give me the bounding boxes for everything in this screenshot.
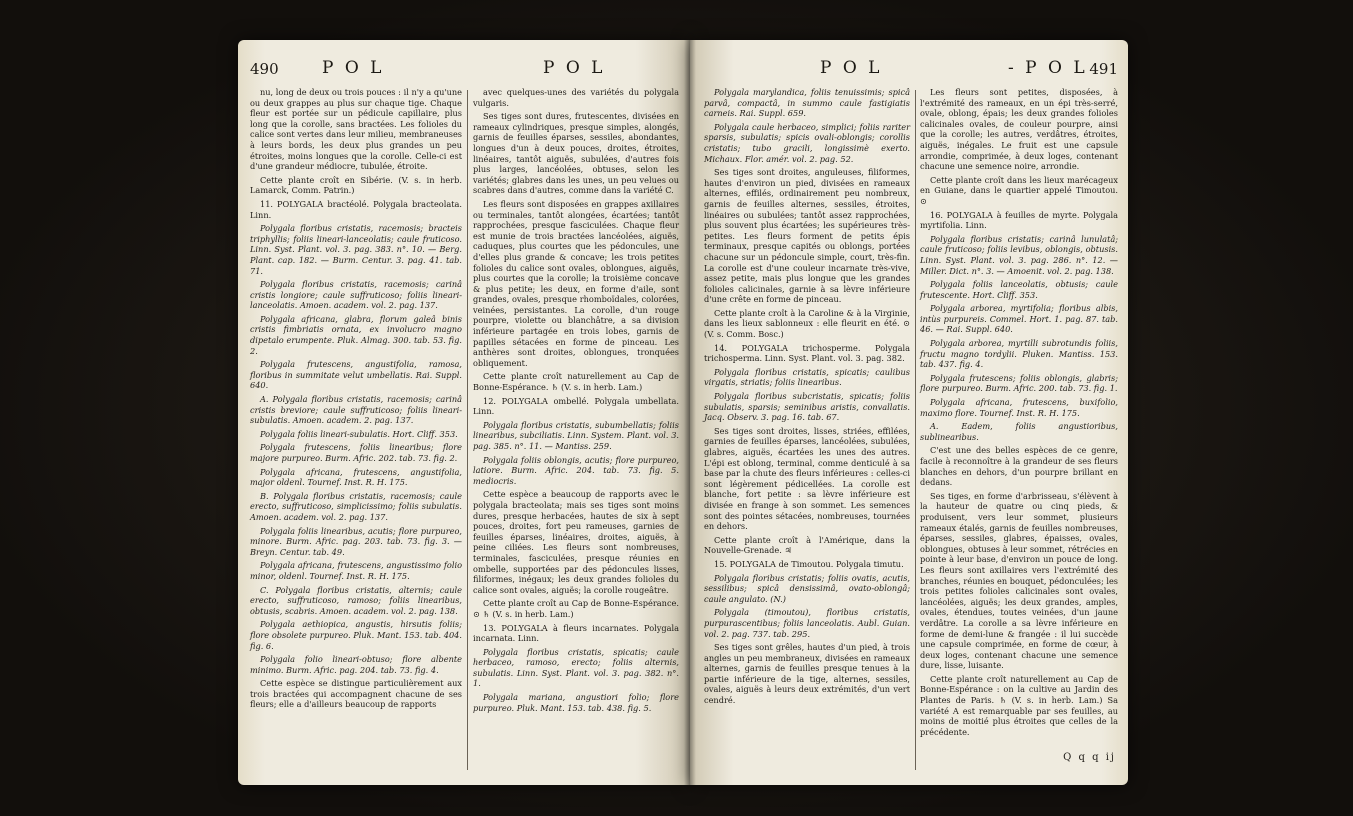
paragraph: Ses tiges, en forme d'arbrisseau, s'élèvent à la hauteur de quatre ou cinq pieds, & produisent, vers leur sommet, plusieurs rameaux étalés, garnis de feuilles nombreuses, éparses, sessiles, glabres, épaisses, ovales, oblongues, obtuses à leur sommet, rétrécies en pointe à leur base, d'environ un pouce de long. Les fleurs sont axillaires vers l'extrémité des branches, réunies en bouquet, pédonculées; les trois petites folioles calicinales sont ovales, lancéolées, aiguës; les deux grandes, amples, ovales, étendues, toutes veinées, d'un jaune verdâtre. La corolle a sa lèvre inférieure en forme de demi-lune & frangée : il lui succède une capsule comprimée, en forme de cœur, à deux loges, contenant chacune une semence dure, lisse, luisante. [920,490,1118,671]
paragraph: A. Eadem, foliis angustioribus, sublinearibus. [920,421,1118,442]
paragraph: Cette plante croît naturellement au Cap de Bonne-Espérance. ♄ (V. s. in herb. Lam.) [473,371,679,393]
paragraph: Polygala arborea, myrtifolia; floribus albis, intùs purpureis. Commel. Hort. 1. pag. 87. tab. 46. — Rai. Suppl. 640. [920,303,1118,335]
left-page [238,40,690,785]
paragraph: 11. POLYGALA bractéolé. Polygala bracteolata. Linn. [250,198,462,220]
paragraph: Cette plante croît au Cap de Bonne-Espérance. ⊙ ♄ (V. s. in herb. Lam.) [473,598,679,619]
page-number-right: 491 [1089,60,1118,78]
paragraph: Ses tiges sont droites, lisses, striées, effilées, garnies de feuilles éparses, lancéolées, subulées, glabres, aiguës, écartées les unes des autres. L'épi est oblong, terminal, comme denticulé à sa base par la chute des fleurs inférieures : celles-ci sont légèrement pédicellées. La corolle est blanche, fort petite : sa lèvre inférieure est divisée en frange à son sommet. Les semences sont des pointes sétacées, nombreuses, tournées en dehors. [704,425,910,532]
paragraph: Polygala floribus cristatis; carinâ lunulatâ; caule fruticoso; foliis levibus, oblongis, obtusis. Linn. Syst. Plant. vol. 3. pag. 286. n°. 12. — Miller. Dict. n°. 3. — Amoenit. vol. 2. pag. 138. [920,233,1118,276]
paragraph: Polygala floribus cristatis, racemosis; bracteis triphyllis; foliis lineari-lanceolatis; caule fruticoso. Linn. Syst. Plant. vol. 3. pag. 383. n°. 10. — Berg. Plant. cap. 182. — Burm. Centur. 3. pag. 41. tab. 71. [250,223,462,276]
paragraph: 12. POLYGALA ombellé. Polygala umbellata. Linn. [473,395,679,417]
paragraph: Polygala floribus cristatis, spicatis; caulibus virgatis, striatis; foliis linearibus. [704,366,910,388]
paragraph: Polygala floribus cristatis, spicatis; caule herbaceo, ramoso, erecto; foliis alternis, subulatis. Linn. Syst. Plant. vol. 3. pag. 382. n°. 1. [473,646,679,689]
right-column-2 [920,87,1118,740]
paragraph: Polygala frutescens, foliis linearibus; flore majore purpureo. Burm. Afric. 202. tab. 73. fig. 2. [250,442,462,463]
paragraph: Polygala marylandica, foliis tenuissimis; spicâ parvâ, compactâ, in summo caule fastigiatis carneis. Rai. Suppl. 659. [704,87,910,119]
left-running-head [248,58,680,84]
paragraph: Cette plante croît dans les lieux marécageux en Guiane, dans le quartier appelé Timoutou. ⊙ [920,174,1118,206]
column-rule [467,90,468,770]
paragraph: 16. POLYGALA à feuilles de myrte. Polygala myrtifolia. Linn. [920,209,1118,231]
running-head-right-b: - P O L [1008,58,1088,78]
paragraph: 15. POLYGALA de Timoutou. Polygala timutu. [714,558,904,569]
paragraph: Polygala foliis linearibus, acutis; flore purpureo, minore. Burm. Afric. pag. 203. tab. 73. fig. 3. — Breyn. Centur. tab. 49. [250,525,462,557]
running-head-right-a: P O L [820,58,883,78]
paragraph: 13. POLYGALA à fleurs incarnates. Polygala incarnata. Linn. [473,622,679,644]
paragraph: nu, long de deux ou trois pouces : il n'y a qu'une ou deux grappes au plus sur chaque tige. Chaque fleur est portée sur un pédicule capillaire, plus long que la corolle, sans bractées. Les folioles du calice sont vertes dans leur milieu, membraneuses à leurs bords, les deux plus grandes un peu étroites, moins longues que la corolle. Celle-ci est d'une grandeur médiocre, tubulée, étroite. [250,87,462,172]
paragraph: Les fleurs sont petites, disposées, à l'extrémité des rameaux, en un épi très-serré, ovale, oblong, épais; les deux grandes folioles calicinales ovales, de couleur pourpre, ainsi que la corolle; les autres, verdâtres, étroites, aiguës, inégales. Le fruit est une capsule arrondie, comprimée, à deux loges, contenant chacune une semence noire, arrondie. [920,87,1118,172]
paragraph: Polygala folio lineari-obtuso; flore albente minimo. Burm. Afric. pag. 204. tab. 73. fig. 4. [250,654,462,675]
paragraph: Ses tiges sont droites, anguleuses, filiformes, hautes d'environ un pied, divisées en rameaux alternes, effilés, ordinairement peu nombreux, garnis de feuilles alternes, sessiles, étroites, linéaires ou subulées; tantôt assez rapprochées, plus souvent plus écartées; les supérieures très-petites. Les fleurs forment de petits épis terminaux, presque capités ou oblongs, portées chacune sur un pédoncule simple, court, très-fin. La corolle est d'une couleur incarnate très-vive, assez petite, mais plus longue que les grandes folioles calicinales, garnie à sa lèvre inférieure d'une crête en forme de pinceau. [704,167,910,305]
paragraph: Polygala floribus subcristatis, spicatis; foliis subulatis, sparsis; seminibus aristis, convallatis. Jacq. Observ. 3. pag. 16. tab. 67. [704,391,910,423]
paragraph: Polygala foliis lanceolatis, obtusis; caule frutescente. Hort. Cliff. 353. [920,279,1118,300]
paragraph: Ses tiges sont grêles, hautes d'un pied, à trois angles un peu membraneux, divisées en rameaux alternes, garnis de feuilles presque tenues à la partie inférieure de la tige, alternes, sessiles, ovales, aiguës à leurs deux extrémités, d'un vert cendré. [704,642,910,706]
paragraph: C'est une des belles espèces de ce genre, facile à reconnoître à la grandeur de ses fleurs blanches en dehors, d'un pourpre brillant en dedans. [920,445,1118,488]
paragraph: Polygala floribus cristatis, subumbellatis; foliis linearibus, subciliatis. Linn. System. Plant. vol. 3. pag. 385. n°. 11. — Mantiss. 259. [473,419,679,451]
paragraph: Polygala africana, frutescens, angustifolia, major oldenl. Tournef. Inst. R. H. 175. [250,466,462,488]
paragraph: Cette espèce se distingue particulièrement aux trois bractées qui accompagnent chacune de ses fleurs; elle a d'ailleurs beaucoup de rapports [250,678,462,710]
paragraph: Polygala africana, frutescens, angustissimo folio minor, oldenl. Tournef. Inst. R. H. 175. [250,560,462,581]
paragraph: Polygala africana, frutescens, buxifolio, maximo flore. Tournef. Inst. R. H. 175. [920,397,1118,418]
paragraph: Polygala foliis oblongis, acutis; flore purpureo, latiore. Burm. Afric. 204. tab. 73. fig. 5. mediocris. [473,454,679,486]
page-number-left: 490 [250,60,279,78]
paragraph: Polygala (timoutou), floribus cristatis, purpurascentibus; foliis lanceolatis. Aubl. Guian. vol. 2. pag. 737. tab. 295. [704,607,910,639]
paragraph: Polygala arborea, myrtilli subrotundis foliis, fructu magno tordylii. Pluken. Mantiss. 153. tab. 437. fig. 4. [920,338,1118,370]
right-page [690,40,1128,785]
book-gutter [684,40,696,785]
paragraph: Polygala caule herbaceo, simplici; foliis rariter sparsis, subulatis; spicis ovali-oblongis; corollis cristatis; tubo gracili, longissimè exerto. Michaux. Flor. amér. vol. 2. pag. 52. [704,121,910,164]
right-running-head [700,58,1118,84]
paragraph: Polygala floribus cristatis; foliis ovatis, acutis, sessilibus; spicâ densissimâ, ovato-oblongâ; caule angulato. (N.) [704,572,910,604]
left-column-2 [473,87,679,716]
paragraph: Polygala frutescens, angustifolia, ramosa, floribus in summitate velut umbellatis. Rai. Suppl. 640. [250,359,462,391]
paragraph: Cette plante croît à l'Amérique, dans la Nouvelle-Grenade. ♃ [704,534,910,556]
column-rule [915,90,916,770]
signature-mark: Q q q ij [1063,752,1116,763]
running-head-left-b: P O L [543,58,606,78]
paragraph: A. Polygala floribus cristatis, racemosis; carinâ cristis breviore; caule suffruticoso; foliis lineari-subulatis. Amoen. academ. 2. pag. 137. [250,394,462,426]
paragraph: Polygala mariana, angustiori folio; flore purpureo. Pluk. Mant. 153. tab. 438. fig. 5. [473,692,679,713]
paragraph: Cette plante croît à la Caroline & à la Virginie, dans les lieux sablonneux : elle fleurit en été. ⊙ (V. s. Comm. Bosc.) [704,307,910,340]
paragraph: C. Polygala floribus cristatis, alternis; caule erecto, suffruticoso, ramoso; foliis linearibus, obtusis, scabris. Amoen. academ. vol. 2. pag. 138. [250,584,462,616]
left-column-1 [250,87,462,713]
paragraph: Polygala africana, glabra, florum galeâ binis cristis fimbriatis ornata, ex involucro magno dipetalo erumpente. Pluk. Almag. 300. tab. 53. fig. 2. [250,313,462,356]
paragraph: Cette plante croît en Sibérie. (V. s. in herb. Lamarck, Comm. Patrin.) [250,174,462,196]
paragraph: Polygala aethiopica, angustis, hirsutis foliis; flore obsolete purpureo. Pluk. Mant. 153. tab. 404. fig. 6. [250,619,462,651]
paragraph: Cette espèce a beaucoup de rapports avec le polygala bracteolata; mais ses tiges sont moins dures, presque herbacées, hautes de six à sept pouces, droites, fort peu rameuses, garnies de feuilles éparses, linéaires, droites, aiguës, à peine ciliées. Les fleurs sont nombreuses, terminales, fasciculées, presque réunies en ombelle, supportées par des pédoncules lisses, filiformes, inégaux; les deux grandes folioles du calice sont ovales, aiguës; la corolle rougeâtre. [473,489,679,595]
paragraph: B. Polygala floribus cristatis, racemosis; caule erecto, suffruticoso, simplicissimo; foliis subulatis. Amoen. academ. vol. 2. pag. 137. [250,490,462,522]
paragraph: Les fleurs sont disposées en grappes axillaires ou terminales, tantôt alongées, écartées; tantôt rapprochées, presque fasciculées. Chaque fleur est munie de trois bractées lancéolées, aiguës, caduques, plus courtes que les pédoncules, une d'elles plus grande & concave; les trois petites folioles du calice sont ovales, oblongues, aiguës, plus courtes que la corolle; la troisième concave & plus petite; les deux, en forme d'aile, sont grandes, ovales, presque rhomboïdales, colorées, veinées, persistantes. La corolle, d'un rouge pourpre, violette ou blanchâtre, a sa division inférieure partagée en trois lobes, garnis de papilles sétacées en forme de pinceau. Les anthères sont droites, oblongues, tronquées obliquement. [473,198,679,368]
paragraph: Polygala floribus cristatis, racemosis; carinâ cristis longiore; caule suffruticoso; foliis lineari-lanceolatis. Amoen. academ. vol. 2. pag. 137. [250,279,462,311]
paragraph: Cette plante croît naturellement au Cap de Bonne-Espérance : on la cultive au Jardin des Plantes de Paris. ♄ (V. s. in herb. Lam.) Sa variété A est remarquable par ses feuilles, au moins de moitié plus étroites que celles de la précédente. [920,673,1118,737]
paragraph: 14. POLYGALA trichosperme. Polygala trichosperma. Linn. Syst. Plant. vol. 3. pag. 382. [704,342,910,364]
paragraph: avec quelques-unes des variétés du polygala vulgaris. [473,87,679,108]
right-column-1 [704,87,910,709]
paragraph: Polygala frutescens; foliis oblongis, glabris; flore purpureo. Burm. Afric. 200. tab. 73. fig. 1. [920,372,1118,394]
paragraph: Polygala foliis lineari-subulatis. Hort. Cliff. 353. [260,428,458,439]
paragraph: Ses tiges sont dures, frutescentes, divisées en rameaux cylindriques, presque simples, alongés, garnis de feuilles éparses, sessiles, abondantes, longues d'un à deux pouces, droites, étroites, linéaires, tantôt aiguës, subulées, d'autres fois plus larges, lancéolées, obtuses, selon les variétés; glabres dans les unes, un peu velues ou scabres dans d'autres, comme dans la variété C. [473,111,679,196]
running-head-left-a: P O L [322,58,385,78]
